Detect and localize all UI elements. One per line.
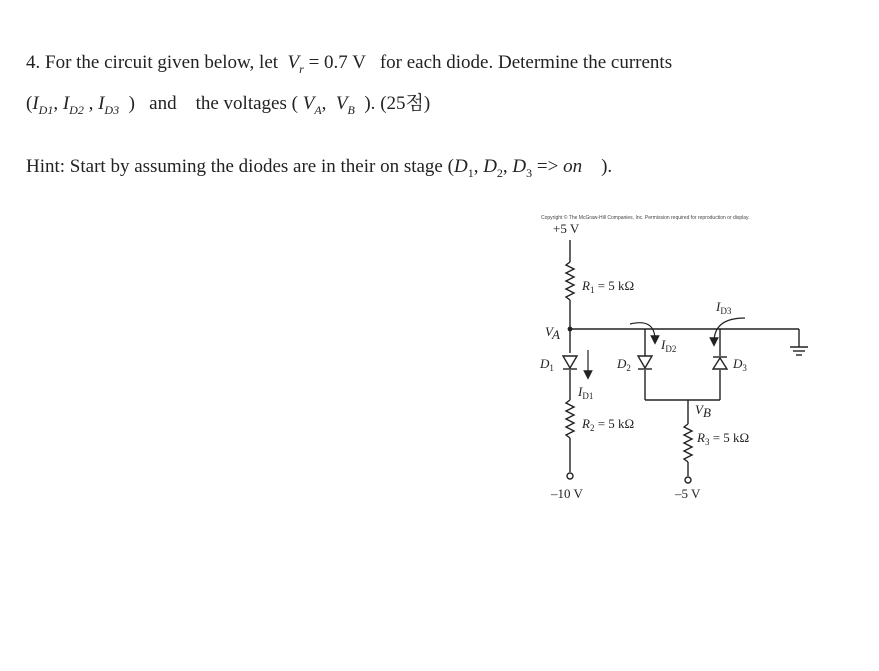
question-intro-2: for each diode. Determine the currents [379, 52, 673, 73]
hint-d2-sub: 2 [496, 165, 503, 180]
and-word: and [149, 93, 177, 114]
voltages-close: ). [364, 93, 376, 114]
points: (25점) [380, 93, 431, 114]
vr-symbol: V [287, 52, 300, 73]
vb-subscript: B [347, 102, 355, 117]
r2-resistor [566, 400, 574, 438]
id1-subscript: D1 [38, 102, 54, 117]
separator: , [53, 93, 59, 114]
hint-d3: D [512, 156, 527, 177]
id2-symbol: I [62, 93, 70, 114]
vr-subscript: r [299, 61, 304, 76]
id3-arrow-icon [714, 318, 745, 342]
hint-line: Hint: Start by assuming the diodes are in their on stage ($D_1$, $D_2$, $D_3$ => on ). [26, 156, 613, 180]
d2-label: $D_2$ [617, 356, 631, 373]
currents-close: ) [128, 93, 135, 114]
hint-d2: D [483, 156, 497, 177]
vb-label: VB [695, 402, 711, 420]
hint-d1-sub: 1 [467, 165, 474, 180]
id2-subscript: D2 [69, 102, 84, 117]
copyright-notice: Copyright © The McGraw-Hill Companies, Inc. Permission required for reproduction or display. [541, 215, 750, 221]
va-label: VA [545, 324, 560, 342]
va-subscript: A [314, 102, 322, 117]
id1-symbol: I [32, 93, 39, 114]
hint-d1: D [453, 156, 468, 177]
voltages-text: the voltages ( [195, 93, 298, 114]
vb-symbol: V [335, 93, 348, 114]
circuit-wires [566, 240, 808, 483]
id2-label: $I_{D2}$ [661, 337, 677, 354]
r1-resistor [566, 262, 574, 300]
separator: , [321, 93, 327, 114]
id3-label: $I_{D3}$ [716, 299, 732, 316]
hint-on: on [563, 156, 583, 177]
id3-symbol: I [98, 93, 105, 114]
supply-plus5: +5 V [553, 221, 580, 236]
hint-d3-sub: 3 [526, 165, 533, 180]
d3-label: $D_3$ [733, 356, 747, 373]
question-number: 4. [26, 52, 41, 73]
hint-suffix: ). [601, 156, 613, 177]
minus10-label: –10 V [551, 486, 583, 501]
hint-prefix: Hint: Start by assuming the diodes are in their on stage ( [26, 156, 454, 177]
d2-diode [638, 356, 652, 369]
id1-label: $I_{D1}$ [578, 384, 594, 401]
va-symbol: V [302, 93, 315, 114]
terminal-minus10 [567, 473, 573, 479]
terminal-minus5 [685, 477, 691, 483]
id2-arrow-icon [630, 323, 655, 340]
r2-label: $R_2 = 5$ kΩ [582, 416, 635, 433]
currents-open: ( [26, 93, 33, 114]
vr-value: = 0.7 V [308, 52, 366, 73]
r1-label: $R_1 = 5$ kΩ [582, 278, 635, 295]
r3-label: $R_3 = 5$ kΩ [697, 430, 750, 447]
separator: , [88, 93, 94, 114]
id3-subscript: D3 [104, 102, 120, 117]
d1-label: $D_1$ [540, 356, 554, 373]
minus5-label: –5 V [675, 486, 701, 501]
d1-diode [563, 356, 577, 369]
r3-resistor [684, 424, 692, 462]
question-intro: For the circuit given below, let [45, 52, 279, 73]
d3-diode [713, 357, 727, 369]
hint-arrow: => [536, 156, 559, 177]
va-node [568, 327, 573, 332]
